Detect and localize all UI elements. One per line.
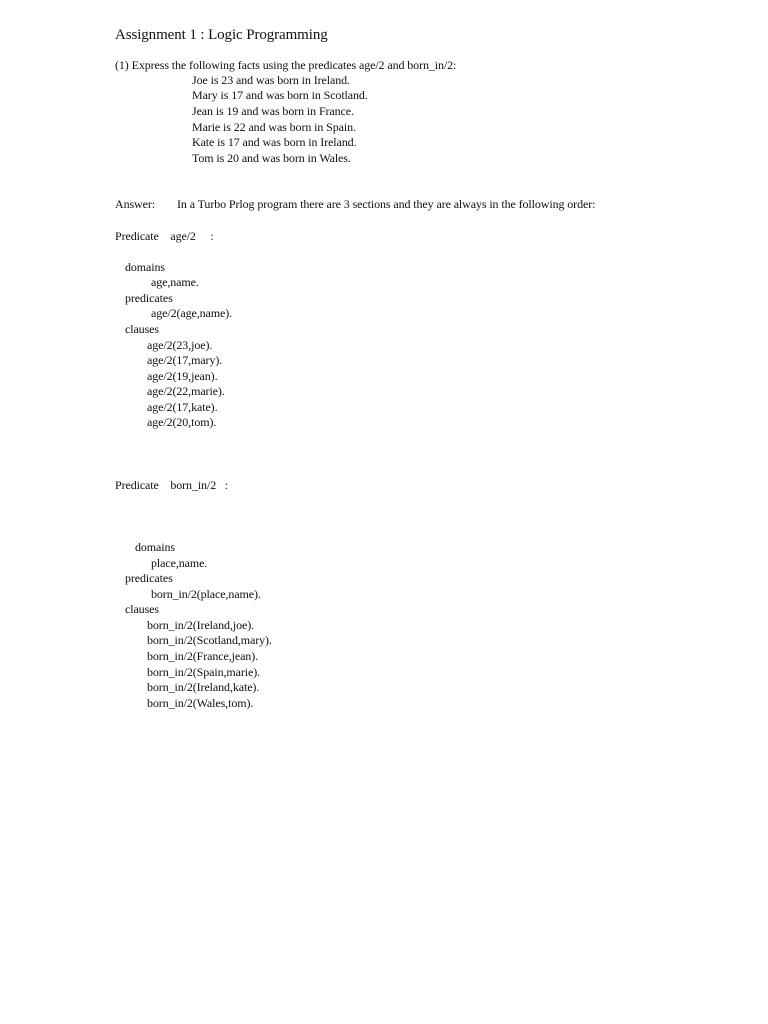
predicates-keyword: predicates <box>125 291 173 305</box>
clause-line: born_in/2(Scotland,mary). <box>147 633 272 647</box>
predicates-declaration: born_in/2(place,name). <box>151 587 261 601</box>
fact-line: Marie is 22 and was born in Spain. <box>192 120 356 134</box>
domains-keyword: domains <box>125 260 165 274</box>
clause-line: age/2(19,jean). <box>147 369 218 383</box>
domains-keyword: domains <box>135 540 175 554</box>
clause-line: age/2(17,mary). <box>147 353 223 367</box>
fact-line: Kate is 17 and was born in Ireland. <box>192 135 357 149</box>
page-title: Assignment 1 : Logic Programming <box>115 27 328 43</box>
answer-label: Answer: <box>115 197 155 211</box>
clause-line: born_in/2(Wales,tom). <box>147 696 254 710</box>
clause-line: born_in/2(Ireland,kate). <box>147 680 260 694</box>
answer-intro: In a Turbo Prlog program there are 3 sections and they are always in the following order: <box>177 197 596 211</box>
section-heading: Predicate born_in/2 : <box>115 478 229 492</box>
clause-line: born_in/2(Ireland,joe). <box>147 618 254 632</box>
domains-declaration: age,name. <box>151 275 199 289</box>
section-heading: Predicate age/2 : <box>115 229 214 243</box>
clauses-keyword: clauses <box>125 322 159 336</box>
clause-line: age/2(23,joe). <box>147 338 213 352</box>
clause-line: born_in/2(Spain,marie). <box>147 665 261 679</box>
fact-line: Joe is 23 and was born in Ireland. <box>192 73 350 87</box>
predicates-keyword: predicates <box>125 571 173 585</box>
clauses-keyword: clauses <box>125 602 159 616</box>
predicates-declaration: age/2(age,name). <box>151 306 233 320</box>
fact-line: Jean is 19 and was born in France. <box>192 104 354 118</box>
domains-declaration: place,name. <box>151 556 208 570</box>
clause-line: born_in/2(France,jean). <box>147 649 258 663</box>
clause-line: age/2(22,marie). <box>147 384 225 398</box>
fact-line: Mary is 17 and was born in Scotland. <box>192 88 368 102</box>
clause-line: age/2(20,tom). <box>147 415 217 429</box>
clause-line: age/2(17,kate). <box>147 400 218 414</box>
question-prompt: (1) Express the following facts using the predicates age/2 and born_in/2: <box>115 58 457 72</box>
fact-line: Tom is 20 and was born in Wales. <box>192 151 351 165</box>
